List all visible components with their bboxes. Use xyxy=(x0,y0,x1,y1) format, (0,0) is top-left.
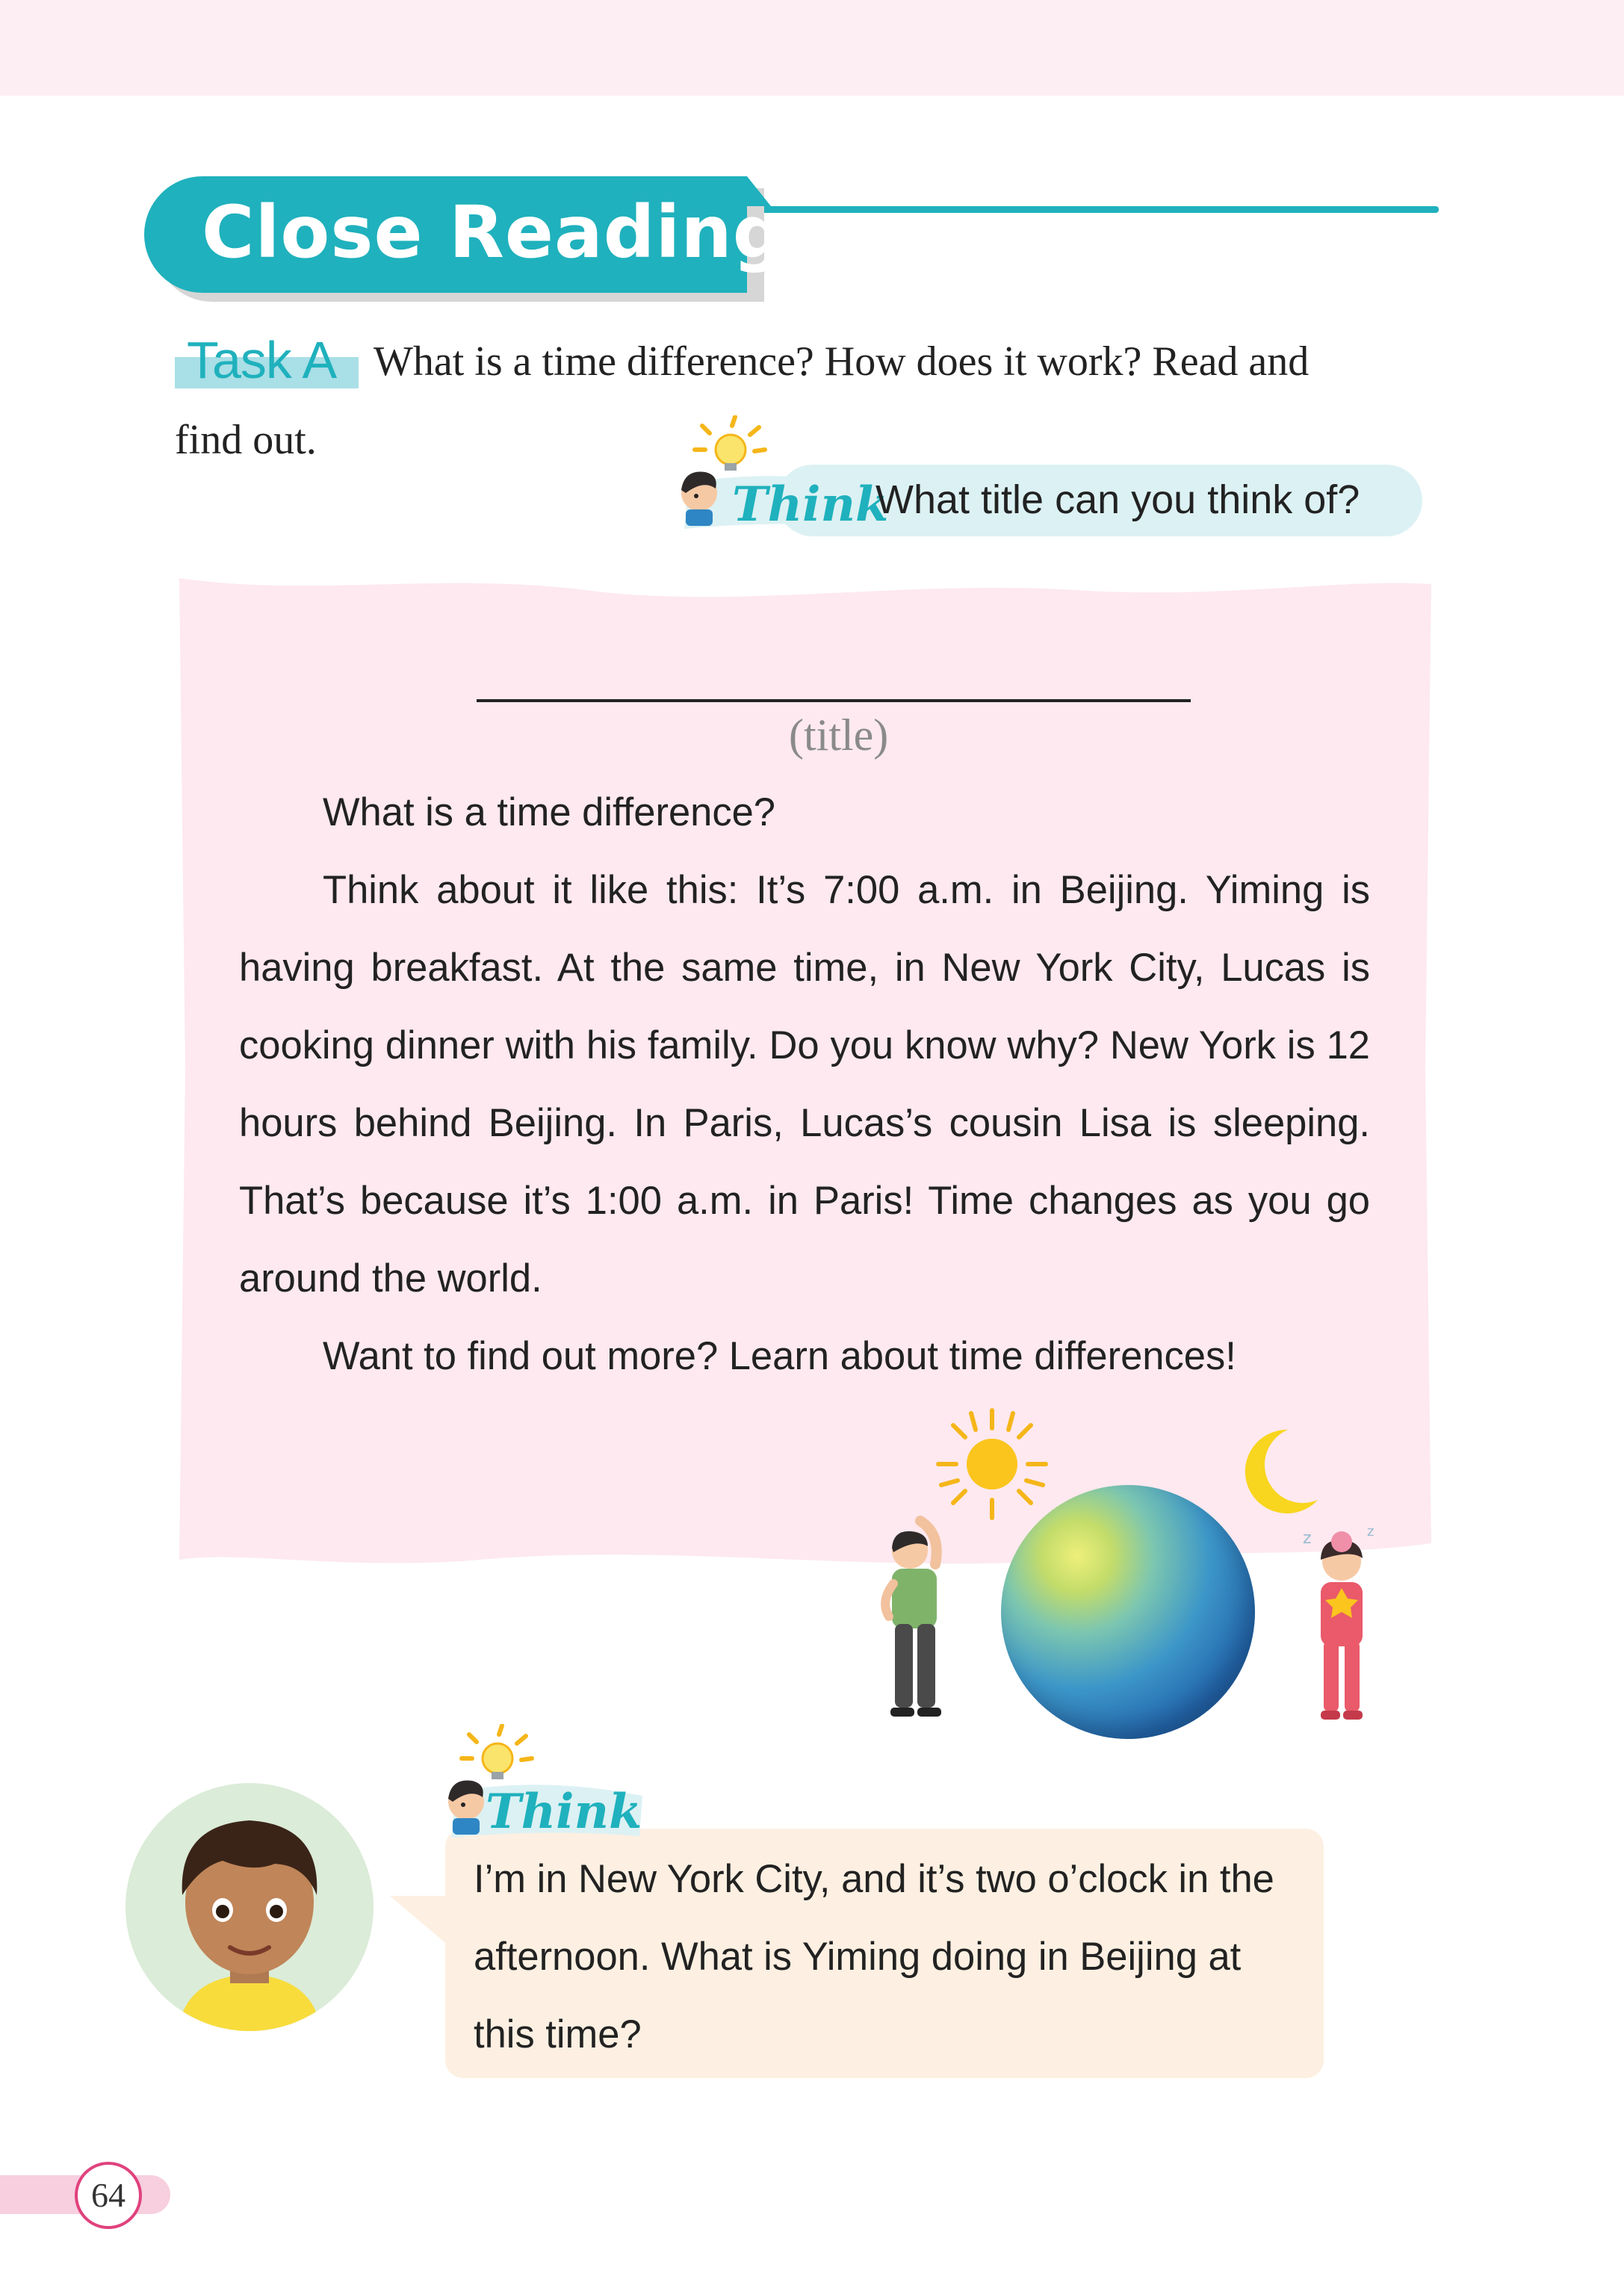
section-title: Close Reading xyxy=(202,190,785,274)
globe-illustration xyxy=(1001,1485,1255,1739)
think-badge xyxy=(666,415,889,535)
section-divider-line xyxy=(740,206,1439,213)
reading-passage xyxy=(239,774,1370,1395)
think-badge xyxy=(433,1724,650,1844)
speech-text: I’m in New York City, and it’s two o’clock in the afternoon. What is Yiming doing in Beijing at this time? xyxy=(474,1857,1274,2056)
think-badge-label: Think xyxy=(732,477,889,533)
boy-stretching-illustration xyxy=(874,1512,964,1730)
passage-paragraph: Want to find out more? Learn about time differences! xyxy=(323,1334,1236,1378)
speech-bubble-tail xyxy=(390,1896,450,1947)
svg-text:z: z xyxy=(1303,1529,1312,1548)
moon-icon xyxy=(1225,1419,1330,1524)
boy-avatar-illustration xyxy=(125,1783,374,2031)
title-hint: (title) xyxy=(789,710,889,760)
sun-icon xyxy=(932,1404,1052,1524)
header-band xyxy=(0,0,1624,96)
passage-paragraph: What is a time difference? xyxy=(323,790,775,834)
title-blank-line xyxy=(477,699,1191,702)
page-number: 64 xyxy=(91,2176,125,2214)
girl-sleeping-illustration xyxy=(1297,1521,1386,1730)
passage-paragraph: Think about it like this: It’s 7:00 a.m. in Beijing. Yiming is having breakfast. At the same time, in New York City, Lucas is cooking dinner with his family. Do you know why? New York is 12 hours behind Beijing. In Paris, Lucas’s cousin Lisa is sleeping. That’s because it’s 1:00 a.m. in Paris! Time changes as you go around the world. xyxy=(239,868,1370,1301)
svg-text:z: z xyxy=(1367,1524,1374,1540)
task-label: Task A xyxy=(187,331,337,389)
avatar xyxy=(125,1783,374,2031)
task-instruction-line1: What is a time difference? How does it work? Read and xyxy=(374,338,1310,385)
think-prompt-text: What title can you think of? xyxy=(875,477,1360,522)
task-instruction-line2: find out. xyxy=(175,417,317,463)
think-badge-label: Think xyxy=(486,1784,642,1840)
